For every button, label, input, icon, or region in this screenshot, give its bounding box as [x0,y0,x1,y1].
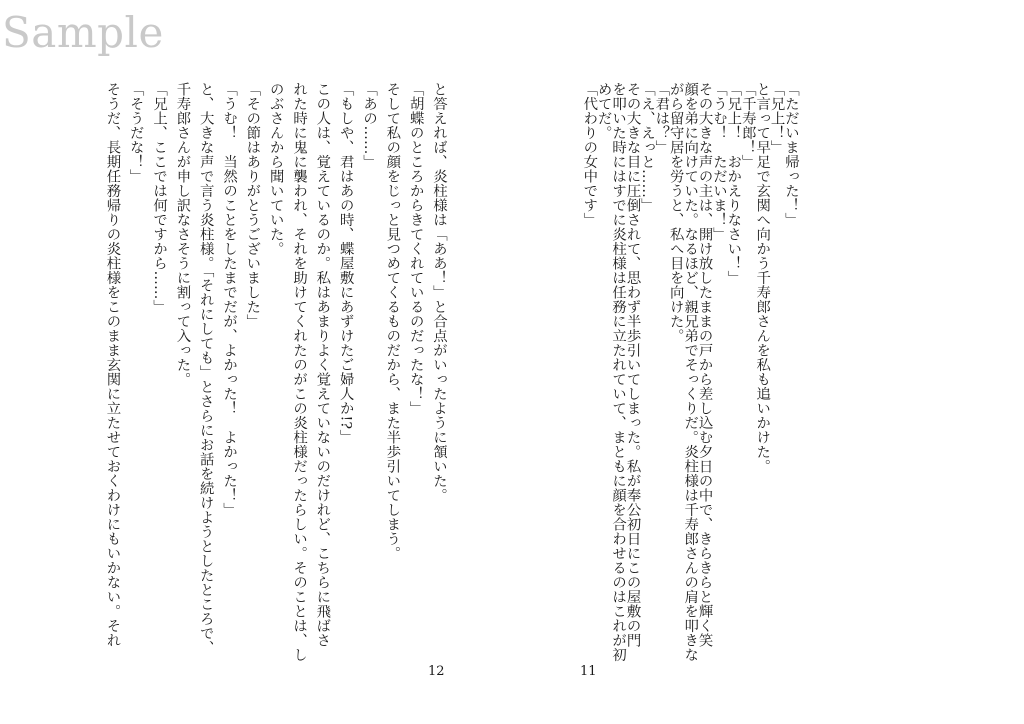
text-line: 「代わりの女中です」 [581,82,598,227]
text-line: その大きな声の主は、開け放したままの戸から差し込む夕日の中で、きらきらと輝く笑 [696,82,713,648]
text-line: 「そうだな！」 [127,82,144,184]
text-line: めてだ。 [595,82,612,140]
text-line: れた時に鬼に襲われ、それを助けてくれたのがこの炎柱様だったらしい。そのことは、し [291,82,308,662]
text-line: そして私の顔をじっと見つめてくるものだから、また半歩引いてしまう。 [384,82,401,561]
right-page-number: 11 [580,664,597,679]
text-line: その大きな目に圧倒されて、思わず半歩引いてしまった。私が奉公初日にこの屋敷の門 [624,82,641,648]
text-line: 「兄上！ おかえりなさい！」 [725,82,742,285]
text-line: そうだ、長期任務帰りの炎柱様をこのまま玄関に立たせておくわけにもいかない。それ [104,82,121,648]
text-line: 「え、えっと……」 [638,82,655,213]
text-line: と言って早足で玄関へ向かう千寿郎さんを私も追いかけた。 [754,82,771,474]
text-line: 「兄上！」 [768,82,785,155]
text-line: のぶさんから聞いていた。 [267,82,284,256]
text-line: 「あの……」 [361,82,378,169]
text-line: を叩いた時にはすでに炎柱様は任務に立たれていて、まともに顔を合わせるのはこれが初 [610,82,627,662]
left-page-number: 12 [428,664,445,679]
text-line: 「兄上、ここでは何ですから……」 [151,82,168,314]
text-line: と、大きな声で言う炎柱様。「それにしても」とさらにお話を続けようとしたところで、 [197,82,214,655]
text-line: 「もしや、君はあの時、蝶屋敷にあずけたご婦人か!?」 [337,82,354,444]
text-line: 「千寿郎！」 [739,82,756,169]
text-line: 「胡蝶のところからきてくれているのだったな！」 [407,82,424,416]
text-line: 千寿郎さんが申し訳なさそうに割って入った。 [174,82,191,387]
text-line: 「その節はありがとうございました」 [244,82,261,329]
text-line: 「君は？」 [653,82,670,155]
sample-watermark: Sample [2,8,164,57]
text-line: 顔を弟に向けていた。なるほど、親兄弟でそっくりだ。炎柱様は千寿郎さんの肩を叩きな [682,82,699,662]
text-line: この人は、覚えているのか。私はあまりよく覚えていないのだけれど、こちらに飛ばさ [314,82,331,648]
text-line: と答えれば、炎柱様は「ああ！」と合点がいったように頷いた。 [431,82,447,503]
right-page-text [581,82,799,662]
left-page-text [96,82,446,662]
text-line: 「うむ！ ただいま！」 [710,82,727,242]
text-line: 「ただいま帰った！」 [783,82,799,227]
text-line: がら留守居を労うと、私へ目を向けた。 [667,82,684,343]
text-line: 「うむ！ 当然のことをしたまでだが、よかった！ よかった！」 [221,82,238,517]
